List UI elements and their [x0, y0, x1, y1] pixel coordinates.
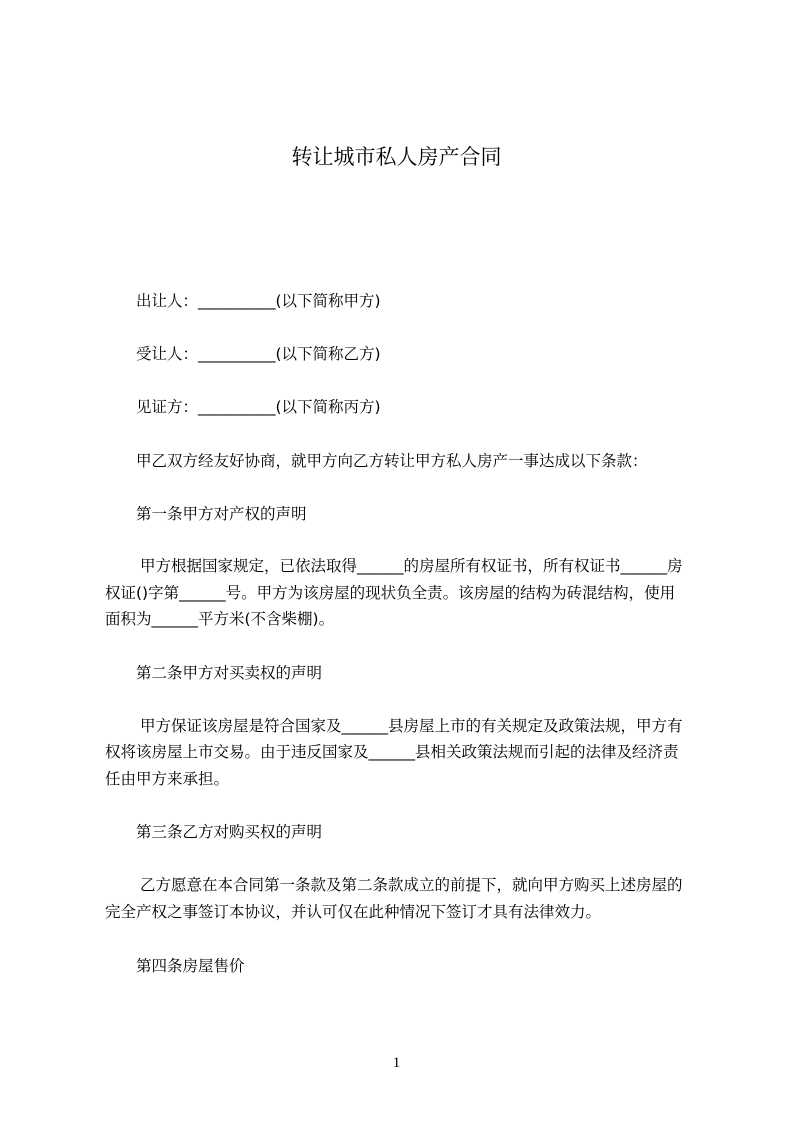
article1-line: 权证()字第______号。甲方为该房屋的现状负全责。该房屋的结构为砖混结构，使用 — [105, 584, 676, 602]
article2-line: 权将该房屋上市交易。由于违反国家及______县相关政策法规而引起的法律及经济责 — [105, 743, 679, 761]
page-number: 1 — [392, 1055, 401, 1071]
intro-paragraph: 甲乙双方经友好协商，就甲方向乙方转让甲方私人房产一事达成以下条款： — [136, 452, 648, 470]
article3-line: 乙方愿意在本合同第一条款及第二条款成立的前提下，就向甲方购买上述房屋的 — [140, 876, 683, 894]
article2-heading: 第二条甲方对买卖权的声明 — [136, 664, 323, 682]
article1-line: 甲方根据国家规定，已依法取得______的房屋所有权证书，所有权证书______房 — [140, 557, 683, 575]
article2-line: 任由甲方来承担。 — [105, 770, 230, 788]
article3-line: 完全产权之事签订本协议，并认可仅在此种情况下签订才具有法律效力。 — [105, 903, 602, 921]
article3-heading: 第三条乙方对购买权的声明 — [136, 823, 323, 841]
article4-heading: 第四条房屋售价 — [136, 957, 245, 975]
article1-heading: 第一条甲方对产权的声明 — [136, 505, 307, 523]
article1-line: 面积为______平方米(不含柴棚)。 — [105, 610, 335, 628]
article2-line: 甲方保证该房屋是符合国家及______县房屋上市的有关规定及政策法规，甲方有 — [140, 717, 683, 735]
party-witness: 见证方：__________(以下简称丙方) — [136, 398, 381, 416]
party-seller: 出让人：__________(以下简称甲方) — [136, 292, 381, 310]
party-buyer: 受让人：__________(以下简称乙方) — [136, 345, 381, 363]
document-title: 转让城市私人房产合同 — [291, 145, 502, 169]
